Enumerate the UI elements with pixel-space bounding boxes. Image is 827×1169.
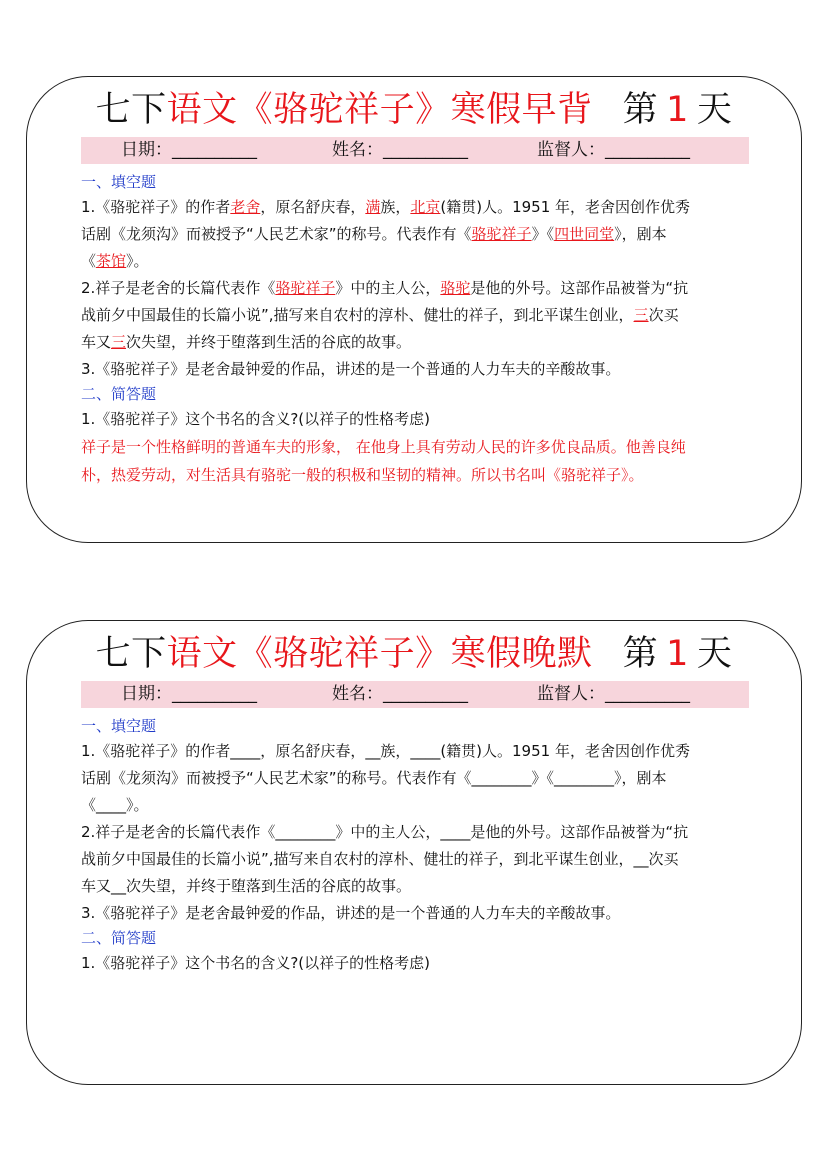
title-day-number: 1 bbox=[666, 634, 689, 674]
question-2: 2.祥子是老舍的长篇代表作《骆驼祥子》中的主人公，骆驼是他的外号。这部作品被誉为“抗 战前夕中国最佳的长篇小说”,描写来自农村的淳朴、健壮的祥子，到北平谋生创业，三次买 车又三次失望，并终于堕落到生活的谷底的故事。 bbox=[81, 279, 689, 351]
date-field: 日期：__________ bbox=[121, 684, 257, 704]
title-day-suffix: 天 bbox=[696, 90, 733, 130]
title-subject: 语文《骆驼祥子》寒假晚默 bbox=[166, 634, 593, 674]
answer-work-2: 四世同堂 bbox=[554, 225, 615, 243]
answer-work-1: 骆驼祥子 bbox=[471, 225, 532, 243]
section-heading-fill-blank: 一、填空题 bbox=[81, 173, 157, 191]
card-title bbox=[27, 87, 801, 133]
answer-play: 茶馆 bbox=[96, 252, 127, 270]
name-field: 姓名：__________ bbox=[332, 140, 468, 160]
card-title bbox=[27, 631, 801, 677]
title-grade: 七下 bbox=[95, 90, 167, 130]
morning-recitation-card bbox=[26, 76, 802, 543]
section-heading-short-answer: 二、简答题 bbox=[81, 929, 157, 947]
title-day-prefix: 第 bbox=[622, 90, 659, 130]
answer-hometown: 北京 bbox=[410, 198, 441, 216]
question-3: 3.《骆驼祥子》是老舍最钟爱的作品，讲述的是一个普通的人力车夫的辛酸故事。 bbox=[81, 360, 621, 378]
title-subject: 语文《骆驼祥子》寒假早背 bbox=[166, 90, 593, 130]
question-1: 1.《骆驼祥子》的作者老舍，原名舒庆春，满族，北京(籍贯)人。1951 年，老舍因创作优秀 话剧《龙须沟》而被授予“人民艺术家”的称号。代表作有《骆驼祥子》《四世同堂》，剧本 《茶馆》。 bbox=[81, 198, 691, 270]
section-heading-fill-blank: 一、填空题 bbox=[81, 717, 157, 735]
card-content bbox=[81, 715, 753, 977]
evening-dictation-card bbox=[26, 620, 802, 1085]
answer-times-buy: 三 bbox=[633, 306, 649, 324]
supervisor-field: 监督人：__________ bbox=[537, 140, 690, 160]
question-4: 1.《骆驼祥子》这个书名的含义?(以祥子的性格考虑) bbox=[81, 954, 430, 972]
answer-ethnicity: 满 bbox=[365, 198, 381, 216]
question-4: 1.《骆驼祥子》这个书名的含义?(以祥子的性格考虑) bbox=[81, 410, 430, 428]
date-field: 日期：__________ bbox=[121, 140, 257, 160]
card-content bbox=[81, 171, 753, 489]
title-day-number: 1 bbox=[666, 90, 689, 130]
title-day-suffix: 天 bbox=[696, 634, 733, 674]
answer-times-fail: 三 bbox=[111, 333, 127, 351]
info-bar bbox=[81, 681, 749, 708]
name-field: 姓名：__________ bbox=[332, 684, 468, 704]
question-3: 3.《骆驼祥子》是老舍最钟爱的作品，讲述的是一个普通的人力车夫的辛酸故事。 bbox=[81, 904, 621, 922]
short-answer-text: 祥子是一个性格鲜明的普通车夫的形象， 在他身上具有劳动人民的许多优良品质。他善良纯 朴，热爱劳动，对生活具有骆驼一般的积极和坚韧的精神。所以书名叫《骆驼祥子》。 bbox=[81, 438, 686, 484]
question-1: 1.《骆驼祥子》的作者____，原名舒庆春，__族，____(籍贯)人。1951 年，老舍因创作优秀 话剧《龙须沟》而被授予“人民艺术家”的称号。代表作有《________》《________》，剧本 《____》。 bbox=[81, 742, 690, 814]
question-2: 2.祥子是老舍的长篇代表作《________》中的主人公，____是他的外号。这部作品被誉为“抗 战前夕中国最佳的长篇小说”,描写来自农村的淳朴、健壮的祥子，到北平谋生创业，__次买 车又__次失望，并终于堕落到生活的谷底的故事。 bbox=[81, 823, 689, 895]
section-heading-short-answer: 二、简答题 bbox=[81, 385, 157, 403]
info-bar bbox=[81, 137, 749, 164]
answer-nickname: 骆驼 bbox=[440, 279, 471, 297]
answer-novel: 骆驼祥子 bbox=[275, 279, 336, 297]
answer-author: 老舍 bbox=[230, 198, 261, 216]
supervisor-field: 监督人：__________ bbox=[537, 684, 690, 704]
title-day-prefix: 第 bbox=[622, 634, 659, 674]
title-grade: 七下 bbox=[95, 634, 167, 674]
